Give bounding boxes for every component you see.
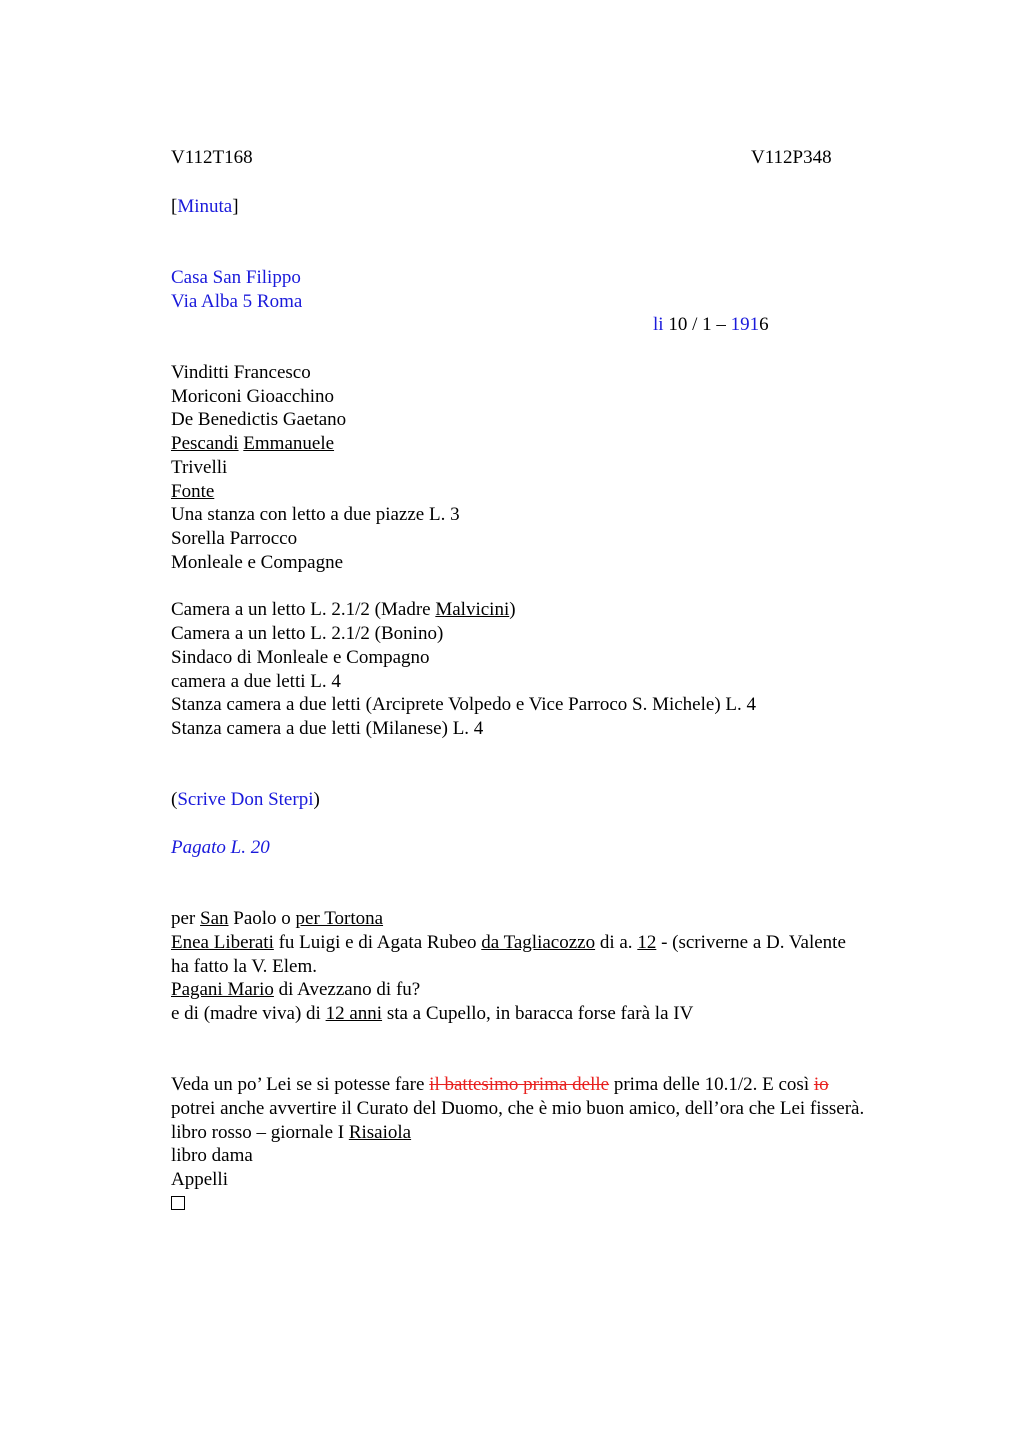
name-line: De Benedictis Gaetano — [171, 409, 347, 430]
closing-line — [171, 1121, 411, 1145]
scrive-text: Scrive Don Sterpi — [177, 789, 314, 810]
room-line: camera a due letti L. 4 — [171, 671, 341, 692]
header-row — [171, 146, 253, 170]
pagato-note: Pagato L. 20 — [171, 837, 270, 858]
paren-close: ) — [313, 789, 320, 810]
underlined-name: Emmanuele — [243, 433, 335, 454]
name-line: Vinditti Francesco — [171, 362, 311, 383]
letter-date — [653, 313, 769, 337]
bracket-close: ] — [232, 196, 239, 217]
address-line-2: Via Alba 5 Roma — [171, 291, 303, 312]
name-line: Trivelli — [171, 457, 228, 478]
struck-text: il battesimo prima delle — [429, 1074, 610, 1095]
bracket-open: [ — [171, 196, 178, 217]
underlined-text: 12 — [637, 932, 657, 953]
name-line: Sorella Parrocco — [171, 528, 298, 549]
room-line: Camera a un letto L. 2.1/2 (Bonino) — [171, 623, 444, 644]
text: di Avezzano di fu? — [273, 979, 421, 1000]
room-line — [171, 598, 516, 622]
right-code: V112P348 — [751, 147, 832, 168]
address-line-1: Casa San Filippo — [171, 267, 301, 288]
minuta-text: Minuta — [177, 196, 233, 217]
date-year-part: 191 — [730, 314, 760, 335]
underlined-text: Enea Liberati — [171, 932, 274, 953]
room-text: ) — [509, 599, 516, 620]
underlined-text: Risaiola — [348, 1122, 412, 1143]
date-daymonth: 10 / 1 – — [663, 314, 731, 335]
name-line: Moriconi Gioacchino — [171, 386, 335, 407]
person-line: ha fatto la V. Elem. — [171, 956, 317, 977]
text: fu Luigi e di Agata Rubeo — [273, 932, 482, 953]
person-line — [171, 978, 420, 1002]
underlined-name: Malvicini — [435, 599, 510, 620]
person-line — [171, 931, 846, 955]
underlined-name: Pescandi — [171, 433, 239, 454]
closing-line — [171, 1073, 829, 1097]
underlined-text: 12 anni — [325, 1003, 383, 1024]
person-line — [171, 907, 383, 931]
underlined-text: per Tortona — [295, 908, 384, 929]
room-line: Stanza camera a due letti (Arciprete Volpedo e Vice Parroco S. Michele) L. 4 — [171, 694, 757, 715]
underlined-text: Pagani Mario — [171, 979, 274, 1000]
name-line: Una stanza con letto a due piazze L. 3 — [171, 504, 460, 525]
text: e di (madre viva) di — [171, 1003, 326, 1024]
paren-open: ( — [171, 789, 178, 810]
closing-line: Appelli — [171, 1169, 228, 1190]
room-text: Camera a un letto L. 2.1/2 (Madre — [171, 599, 436, 620]
underlined-name: Fonte — [171, 481, 215, 502]
underlined-text: da Tagliacozzo — [481, 932, 596, 953]
minuta-label — [171, 195, 239, 219]
text: libro rosso – giornale I — [171, 1122, 349, 1143]
date-prefix: li — [653, 314, 664, 335]
text: per — [171, 908, 201, 929]
underlined-text: San — [200, 908, 229, 929]
struck-text: io — [813, 1074, 829, 1095]
name-line — [171, 480, 214, 504]
room-line: Stanza camera a due letti (Milanese) L. 4 — [171, 718, 484, 739]
left-code: V112T168 — [171, 147, 253, 168]
text: di a. — [595, 932, 638, 953]
text: prima delle 10.1/2. E così — [609, 1074, 814, 1095]
person-line — [171, 1002, 693, 1026]
closing-line: libro dama — [171, 1145, 253, 1166]
closing-line: potrei anche avvertire il Curato del Duomo, che è mio buon amico, dell’ora che Lei fisserà. — [171, 1098, 865, 1119]
square-glyph-line — [171, 1192, 185, 1216]
square-icon — [171, 1196, 185, 1210]
room-line: Sindaco di Monleale e Compagno — [171, 647, 430, 668]
text: Veda un po’ Lei se si potesse fare — [171, 1074, 430, 1095]
date-year-end: 6 — [759, 314, 769, 335]
scrive-note — [171, 788, 320, 812]
text: sta a Cupello, in baracca forse farà la IV — [382, 1003, 694, 1024]
text: - (scriverne a D. Valente — [656, 932, 846, 953]
name-line — [171, 432, 334, 456]
name-line: Monleale e Compagne — [171, 552, 344, 573]
text: Paolo o — [228, 908, 296, 929]
